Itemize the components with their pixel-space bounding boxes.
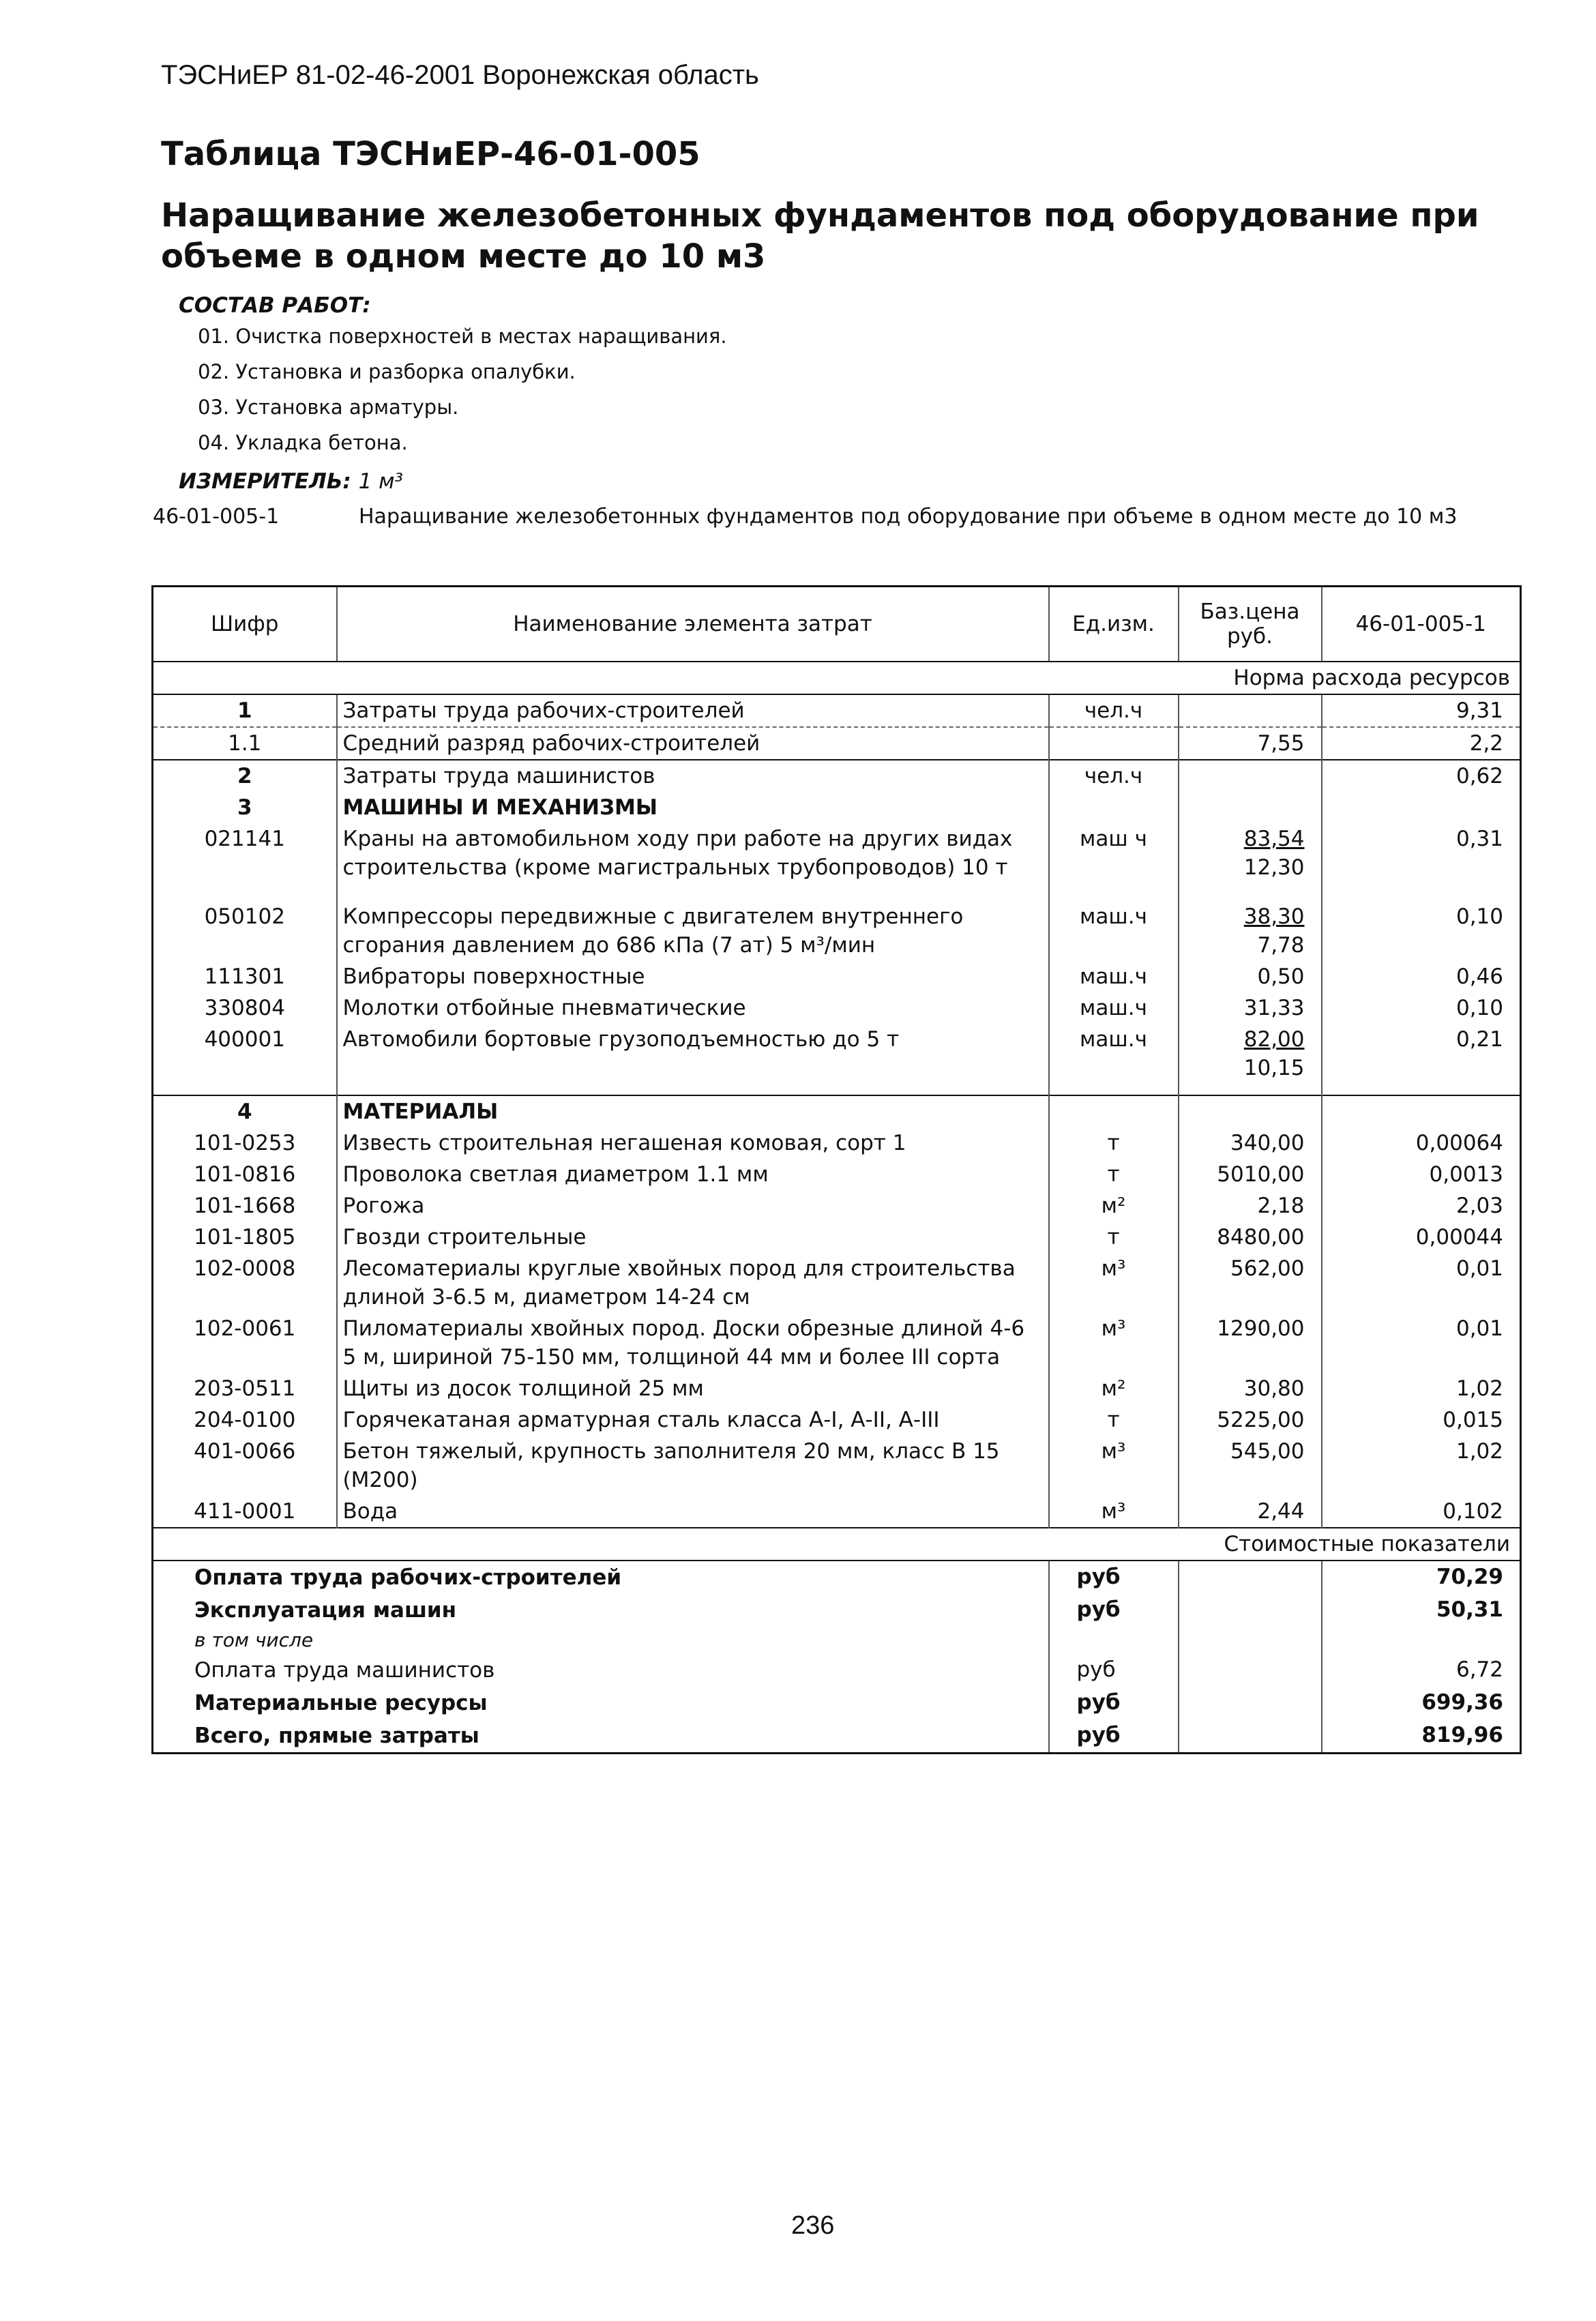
row-name: Вибраторы поверхностные	[337, 961, 1049, 992]
row-unit: чел.ч	[1049, 760, 1179, 792]
header-unit: Ед.изм.	[1049, 587, 1179, 662]
row-price	[1179, 1159, 1322, 1190]
row-price	[1179, 1373, 1322, 1404]
totals-price	[1179, 1594, 1322, 1627]
row-code: 330804	[204, 996, 285, 1020]
work-composition-label: СОСТАВ РАБОТ:	[179, 293, 371, 318]
row-code: 2	[153, 760, 337, 792]
row-price-value: 1290,00	[1217, 1316, 1305, 1341]
row-name: Рогожа	[337, 1190, 1049, 1222]
row-norm: 1,02	[1322, 1436, 1521, 1496]
work-item: 04. Укладка бетона.	[198, 431, 408, 454]
row-price-value: 30,80	[1243, 1376, 1305, 1401]
totals-unit: руб	[1049, 1687, 1179, 1719]
row-name: Пиломатериалы хвойных пород. Доски обрезные длиной 4-6 5 м, шириной 75-150 мм, толщиной 44 мм и более III сорта	[337, 1313, 1049, 1373]
row-norm: 0,01	[1322, 1253, 1521, 1313]
row-price-value: 340,00	[1230, 1131, 1305, 1155]
totals-value: 50,31	[1322, 1594, 1521, 1627]
row-name: Затраты труда машинистов	[337, 760, 1049, 792]
row-code: 4	[153, 1095, 337, 1127]
row-price-secondary: 7,78	[1257, 933, 1305, 958]
row-unit: м³	[1049, 1436, 1179, 1496]
table-row	[153, 1024, 1521, 1095]
norm-band: Норма расхода ресурсов	[153, 662, 1521, 694]
table-row	[153, 760, 1521, 792]
row-code: 101-0253	[194, 1131, 296, 1155]
row-price-value: 5225,00	[1217, 1408, 1305, 1432]
row-norm: 0,62	[1322, 760, 1521, 792]
row-unit: маш.ч	[1049, 901, 1179, 961]
row-name: МАТЕРИАЛЫ	[337, 1095, 1049, 1127]
row-name: Средний разряд рабочих-строителей	[337, 727, 1049, 760]
totals-name: в том числе	[194, 1629, 314, 1651]
row-price-value: 2,44	[1257, 1499, 1305, 1524]
row-price-value: 31,33	[1243, 996, 1305, 1020]
row-price	[1179, 1404, 1322, 1436]
table-row	[153, 694, 1521, 727]
work-item: 02. Установка и разборка опалубки.	[198, 360, 576, 383]
row-unit: маш.ч	[1049, 1024, 1179, 1095]
row-price	[1179, 1313, 1322, 1373]
cost-band-row	[153, 1528, 1521, 1561]
totals-unit: руб	[1049, 1654, 1179, 1687]
code-line-description: Наращивание железобетонных фундаментов под оборудование при объеме в одном месте до 10 м3	[359, 505, 1458, 529]
row-name: Компрессоры передвижные с двигателем внутреннего сгорания давлением до 686 кПа (7 ат) 5 м³/мин	[337, 901, 1049, 961]
row-norm: 0,10	[1322, 901, 1521, 961]
table-row	[153, 1436, 1521, 1496]
row-price	[1179, 1436, 1322, 1496]
row-price	[1179, 792, 1322, 823]
row-name: МАШИНЫ И МЕХАНИЗМЫ	[337, 792, 1049, 823]
totals-price	[1179, 1561, 1322, 1594]
table-title: Таблица ТЭСНиЕР-46-01-005	[161, 135, 700, 173]
row-price-value: 7,55	[1257, 731, 1305, 756]
row-unit: т	[1049, 1127, 1179, 1159]
row-price-value: 0,50	[1257, 964, 1305, 989]
row-norm: 0,21	[1322, 1024, 1521, 1095]
row-name: Гвозди строительные	[337, 1222, 1049, 1253]
totals-value: 819,96	[1322, 1719, 1521, 1754]
row-norm: 0,46	[1322, 961, 1521, 992]
row-price	[1179, 1024, 1322, 1095]
totals-row	[153, 1687, 1521, 1719]
row-unit: маш.ч	[1049, 992, 1179, 1024]
row-unit: чел.ч	[1049, 694, 1179, 727]
row-norm: 2,03	[1322, 1190, 1521, 1222]
row-code: 411-0001	[194, 1499, 296, 1524]
totals-name: Всего, прямые затраты	[194, 1724, 479, 1748]
row-unit: м³	[1049, 1496, 1179, 1528]
row-code: 203-0511	[194, 1376, 296, 1401]
totals-row	[153, 1561, 1521, 1594]
row-unit: т	[1049, 1404, 1179, 1436]
code-line-code: 46-01-005-1	[153, 505, 280, 529]
header-price-line1: Баз.цена	[1200, 600, 1300, 624]
row-code: 021141	[204, 827, 285, 851]
table-row	[153, 1190, 1521, 1222]
header-code: Шифр	[153, 587, 337, 662]
table-row	[153, 1159, 1521, 1190]
totals-price	[1179, 1627, 1322, 1654]
table-row	[153, 1127, 1521, 1159]
row-code: 102-0061	[194, 1316, 296, 1341]
table-row	[153, 961, 1521, 992]
totals-row	[153, 1627, 1521, 1654]
row-unit: м³	[1049, 1313, 1179, 1373]
row-norm	[1322, 1095, 1521, 1127]
row-code: 111301	[204, 964, 285, 989]
table-row	[153, 1404, 1521, 1436]
row-price-secondary: 10,15	[1243, 1056, 1305, 1080]
totals-unit: руб	[1049, 1561, 1179, 1594]
table-row	[153, 901, 1521, 961]
totals-price	[1179, 1687, 1322, 1719]
row-name: Автомобили бортовые грузоподъемностью до 5 т	[337, 1024, 1049, 1095]
row-norm: 1,02	[1322, 1373, 1521, 1404]
row-price	[1179, 1253, 1322, 1313]
row-code: 101-1668	[194, 1194, 296, 1218]
row-price	[1179, 694, 1322, 727]
totals-unit: руб	[1049, 1594, 1179, 1627]
row-name: Молотки отбойные пневматические	[337, 992, 1049, 1024]
row-name: Бетон тяжелый, крупность заполнителя 20 мм, класс В 15 (М200)	[337, 1436, 1049, 1496]
totals-row	[153, 1594, 1521, 1627]
row-price	[1179, 1496, 1322, 1528]
row-price-value: 82,00	[1243, 1027, 1305, 1052]
document-header: ТЭСНиЕР 81-02-46-2001 Воронежская область	[161, 60, 759, 90]
row-price	[1179, 1095, 1322, 1127]
row-price	[1179, 992, 1322, 1024]
row-norm: 0,102	[1322, 1496, 1521, 1528]
totals-unit	[1049, 1627, 1179, 1654]
row-price	[1179, 1127, 1322, 1159]
row-norm: 0,10	[1322, 992, 1521, 1024]
row-price	[1179, 901, 1322, 961]
row-price-value: 2,18	[1257, 1194, 1305, 1218]
row-norm: 0,00064	[1322, 1127, 1521, 1159]
table-row	[153, 992, 1521, 1024]
row-norm: 0,01	[1322, 1313, 1521, 1373]
meter-label: ИЗМЕРИТЕЛЬ:	[179, 469, 351, 494]
totals-name: Материальные ресурсы	[194, 1691, 488, 1715]
page-title: Наращивание железобетонных фундаментов под оборудование при объеме в одном месте до 10 м3	[161, 196, 1479, 276]
meter-value: 1 м³	[358, 469, 403, 494]
row-price	[1179, 760, 1322, 792]
row-code: 3	[237, 795, 252, 820]
row-unit: маш.ч	[1049, 961, 1179, 992]
row-code: 101-1805	[194, 1225, 296, 1250]
row-name: Щиты из досок толщиной 25 мм	[337, 1373, 1049, 1404]
row-name: Лесоматериалы круглые хвойных пород для строительства длиной 3-6.5 м, диаметром 14-24 см	[337, 1253, 1049, 1313]
row-price-value: 562,00	[1230, 1256, 1305, 1281]
row-unit	[1049, 792, 1179, 823]
row-name: Горячекатаная арматурная сталь класса А-I, А-II, А-III	[337, 1404, 1049, 1436]
row-norm: 2,2	[1322, 727, 1521, 760]
row-name: Проволока светлая диаметром 1.1 мм	[337, 1159, 1049, 1190]
meter	[179, 469, 403, 494]
totals-unit: руб	[1049, 1719, 1179, 1754]
totals-price	[1179, 1719, 1322, 1754]
row-price-secondary: 12,30	[1243, 855, 1305, 880]
row-norm: 0,015	[1322, 1404, 1521, 1436]
row-name: Известь строительная негашеная комовая, сорт 1	[337, 1127, 1049, 1159]
row-unit: т	[1049, 1222, 1179, 1253]
row-name: Вода	[337, 1496, 1049, 1528]
table-row	[153, 1222, 1521, 1253]
totals-row	[153, 1654, 1521, 1687]
table-row	[153, 1313, 1521, 1373]
row-price	[1179, 1190, 1322, 1222]
row-price-value: 38,30	[1243, 904, 1305, 929]
row-norm: 0,31	[1322, 823, 1521, 901]
row-price	[1179, 1222, 1322, 1253]
table-row	[153, 1373, 1521, 1404]
row-code: 401-0066	[194, 1439, 296, 1464]
totals-price	[1179, 1654, 1322, 1687]
totals-row	[153, 1719, 1521, 1754]
table-row	[153, 792, 1521, 823]
work-item: 03. Установка арматуры.	[198, 396, 459, 419]
header-price	[1179, 587, 1322, 662]
page-number: 236	[791, 2211, 835, 2240]
table-row	[153, 727, 1521, 760]
row-code: 050102	[204, 904, 285, 929]
header-name: Наименование элемента затрат	[337, 587, 1049, 662]
row-price	[1179, 961, 1322, 992]
row-norm: 0,00044	[1322, 1222, 1521, 1253]
row-unit	[1049, 1095, 1179, 1127]
row-norm: 0,0013	[1322, 1159, 1521, 1190]
table-row	[153, 1095, 1521, 1127]
row-name: Затраты труда рабочих-строителей	[337, 694, 1049, 727]
totals-name: Оплата труда рабочих-строителей	[194, 1565, 622, 1590]
row-code: 204-0100	[194, 1408, 296, 1432]
row-code: 102-0008	[194, 1256, 296, 1281]
row-unit: маш ч	[1049, 823, 1179, 901]
row-name: Краны на автомобильном ходу при работе на других видах строительства (кроме магистральных трубопроводов) 10 т	[337, 823, 1049, 901]
header-norm: 46-01-005-1	[1322, 587, 1521, 662]
resource-table	[151, 585, 1522, 1754]
row-code: 400001	[204, 1027, 285, 1052]
row-unit: м²	[1049, 1190, 1179, 1222]
row-price-value: 8480,00	[1217, 1225, 1305, 1250]
norm-band-row	[153, 662, 1521, 694]
table-row	[153, 1253, 1521, 1313]
totals-value: 699,36	[1322, 1687, 1521, 1719]
row-price-value: 83,54	[1243, 827, 1305, 851]
row-price	[1179, 727, 1322, 760]
row-unit: м²	[1049, 1373, 1179, 1404]
work-item: 01. Очистка поверхностей в местах наращивания.	[198, 325, 727, 348]
header-price-line2: руб.	[1227, 624, 1273, 649]
row-code: 1	[237, 698, 252, 723]
row-unit: м³	[1049, 1253, 1179, 1313]
table-row	[153, 1496, 1521, 1528]
row-price	[1179, 823, 1322, 901]
cost-band: Стоимостные показатели	[153, 1528, 1521, 1561]
row-code: 101-0816	[194, 1162, 296, 1187]
row-code: 1.1	[153, 727, 337, 760]
totals-value	[1322, 1627, 1521, 1654]
totals-value: 6,72	[1322, 1654, 1521, 1687]
table-header-row	[153, 587, 1521, 662]
table-row	[153, 823, 1521, 901]
row-price-value: 5010,00	[1217, 1162, 1305, 1187]
row-norm	[1322, 792, 1521, 823]
totals-name: Эксплуатация машин	[194, 1598, 457, 1623]
totals-name: Оплата труда машинистов	[194, 1658, 495, 1683]
totals-value: 70,29	[1322, 1561, 1521, 1594]
row-norm: 9,31	[1322, 694, 1521, 727]
row-price-value: 545,00	[1230, 1439, 1305, 1464]
row-unit	[1049, 727, 1179, 760]
row-unit: т	[1049, 1159, 1179, 1190]
